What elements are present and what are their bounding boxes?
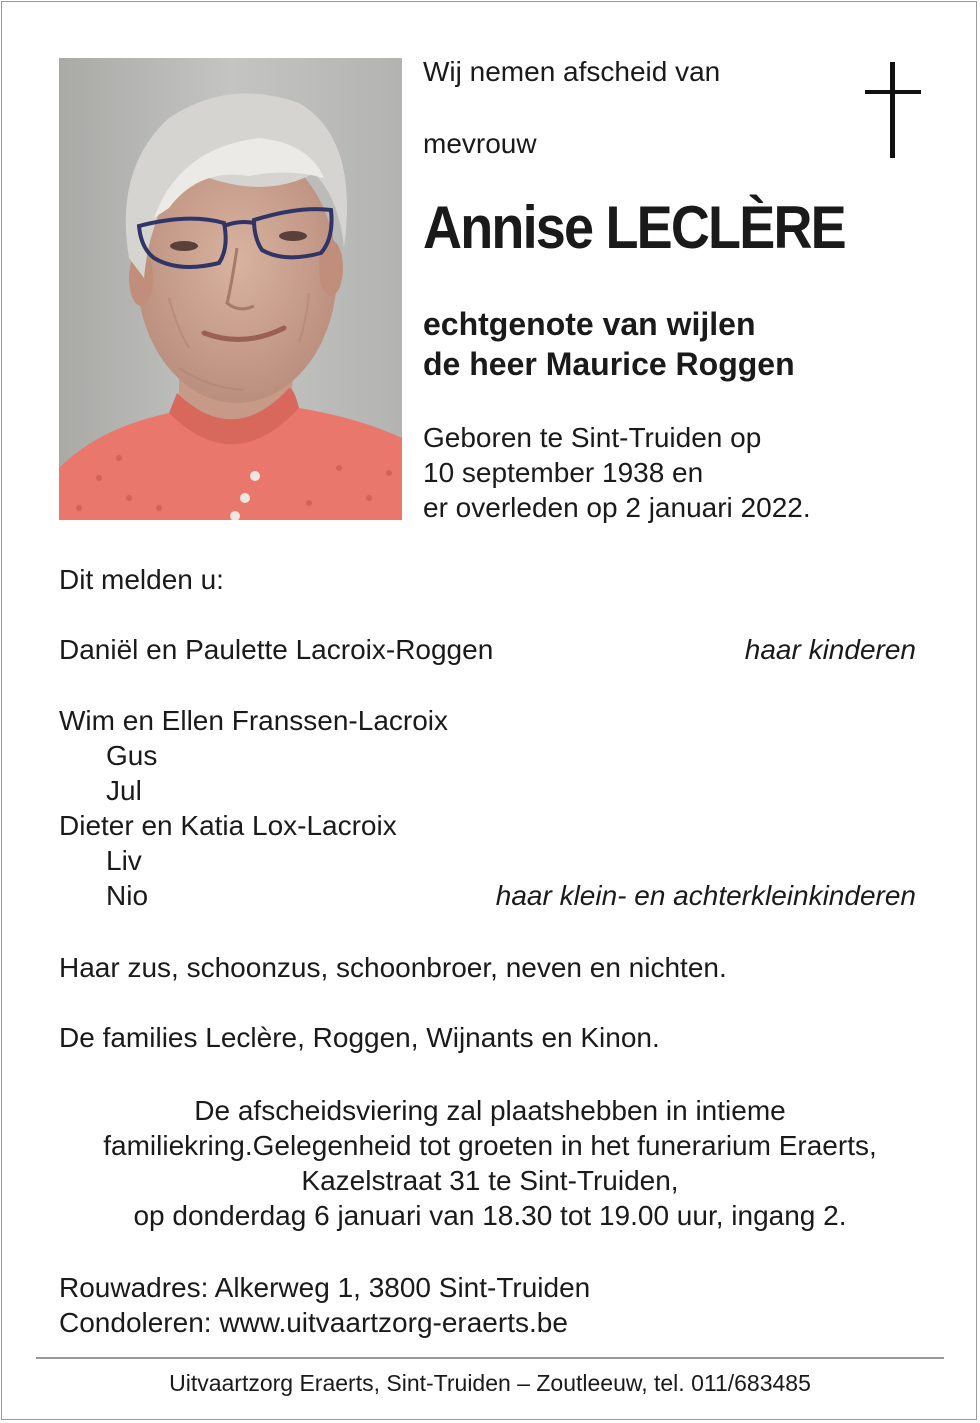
ceremony-info — [40, 1093, 940, 1233]
deceased-name: Annise LECLÈRE — [423, 194, 845, 261]
honorific: mevrouw — [423, 128, 537, 159]
spouse-info — [423, 304, 795, 384]
contact-info — [59, 1270, 590, 1340]
portrait-photo — [59, 58, 402, 520]
footer-divider — [36, 1357, 944, 1359]
ceremony-line-4: op donderdag 6 januari van 18.30 tot 19.00 uur, ingang 2. — [133, 1200, 847, 1231]
funeral-home-footer: Uitvaartzorg Eraerts, Sint-Truiden – Zoutleeuw, tel. 011/683485 — [169, 1370, 811, 1396]
grandchild-name: Gus — [106, 740, 158, 771]
ceremony-line-1: De afscheidsviering zal plaatshebben in intieme — [194, 1095, 786, 1126]
grandchild-name: Liv — [106, 845, 142, 876]
family-line: Dieter en Katia Lox-Lacroix — [59, 810, 397, 841]
condolence-website: Condoleren: www.uitvaartzorg-eraerts.be — [59, 1307, 568, 1338]
born-line-1: Geboren te Sint-Truiden op — [423, 422, 762, 453]
children-role: haar kinderen — [744, 634, 916, 665]
born-line-3: er overleden op 2 januari 2022. — [423, 492, 811, 523]
spouse-line-2: de heer Maurice Roggen — [423, 346, 795, 382]
intro-text: Wij nemen afscheid van — [423, 56, 721, 87]
latin-cross-icon — [865, 62, 921, 158]
grandchild-name: Jul — [106, 775, 142, 806]
ceremony-line-3: Kazelstraat 31 te Sint-Truiden, — [301, 1165, 679, 1196]
mourning-address: Rouwadres: Alkerweg 1, 3800 Sint-Truiden — [59, 1272, 591, 1303]
grandchild-name: Nio — [106, 880, 149, 911]
grandchildren-role: haar klein- en achterkleinkinderen — [495, 880, 916, 911]
ceremony-line-2: familiekring.Gelegenheid tot groeten in het funerarium Eraerts, — [103, 1130, 877, 1161]
family-line: Wim en Ellen Franssen-Lacroix — [59, 705, 449, 736]
birth-death-info — [423, 420, 811, 525]
children-names: Daniël en Paulette Lacroix-Roggen — [59, 634, 494, 665]
grandchildren-list — [59, 703, 448, 913]
mourners-heading: Dit melden u: — [59, 564, 224, 595]
families-line: De families Leclère, Roggen, Wijnants en Kinon. — [59, 1022, 660, 1053]
spouse-line-1: echtgenote van wijlen — [423, 306, 756, 342]
relatives-line: Haar zus, schoonzus, schoonbroer, neven en nichten. — [59, 952, 727, 983]
born-line-2: 10 september 1938 en — [423, 457, 704, 488]
